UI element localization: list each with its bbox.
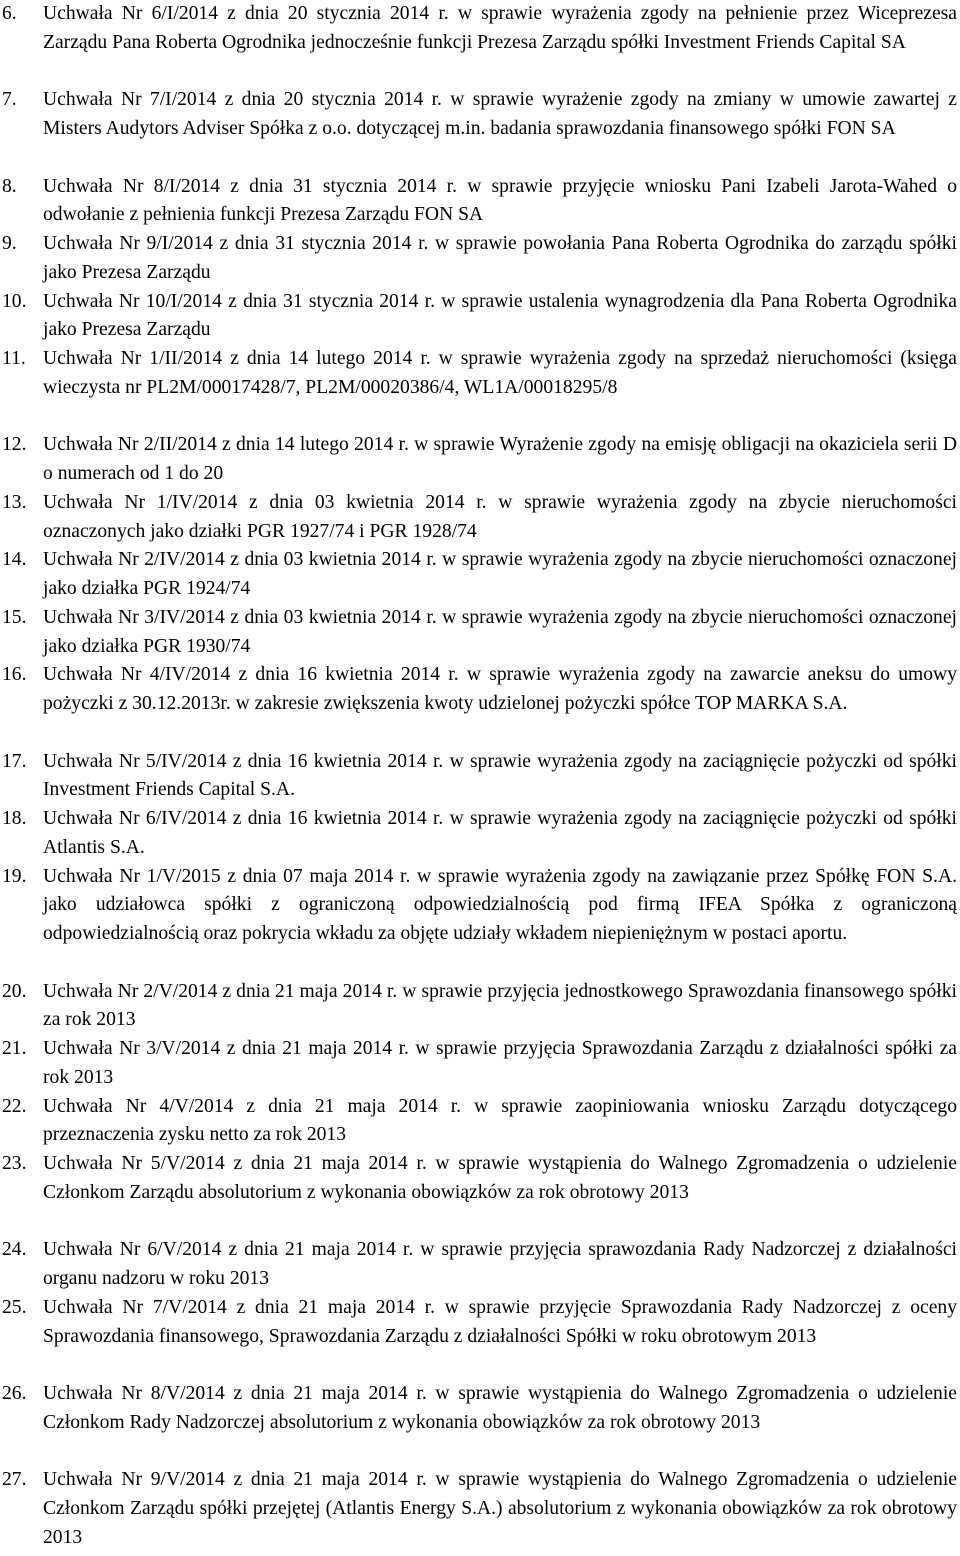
resolution-text: Uchwała Nr 6/IV/2014 z dnia 16 kwietnia 2014 r. w sprawie wyrażenia zgody na zaciągnięcie pożyczki od spółki Atlantis S.A. <box>43 808 957 858</box>
resolution-item <box>0 1035 960 1093</box>
resolution-text: Uchwała Nr 2/II/2014 z dnia 14 lutego 2014 r. w sprawie Wyrażenie zgody na emisję obligacji na okaziciela serii D o numerach od 1 do 20 <box>43 434 957 484</box>
resolution-number: 9. <box>2 233 17 254</box>
resolution-number: 7. <box>2 89 17 111</box>
resolution-item <box>0 805 960 863</box>
resolution-item <box>0 0 960 86</box>
resolution-number: 26. <box>2 1383 27 1404</box>
resolution-text: Uchwała Nr 7/V/2014 z dnia 21 maja 2014 r. w sprawie przyjęcie Sprawozdania Rady Nadzorczej z oceny Sprawozdania finansowego, Sprawozdania Zarządu z działalności Spółki w roku obrotowym 2013 <box>43 1296 957 1347</box>
resolution-text: Uchwała Nr 9/I/2014 z dnia 31 stycznia 2014 r. w sprawie powołania Pana Roberta Ogrodnika do zarządu spółki jako Prezesa Zarządu <box>43 233 957 283</box>
resolution-text: Uchwała Nr 3/IV/2014 z dnia 03 kwietnia 2014 r. w sprawie wyrażenia zgody na zbycie nieruchomości oznaczonej jako działka PGR 1930/74 <box>43 606 957 657</box>
resolution-item <box>0 489 960 547</box>
resolution-item <box>0 1236 960 1294</box>
resolution-item <box>0 604 960 662</box>
resolution-number: 11. <box>2 348 26 369</box>
resolution-text: Uchwała Nr 10/I/2014 z dnia 31 stycznia 2014 r. w sprawie ustalenia wynagrodzenia dla Pana Roberta Ogrodnika jako Prezesa Zarządu <box>43 290 957 341</box>
resolution-item <box>0 230 960 288</box>
resolution-text: Uchwała Nr 7/I/2014 z dnia 20 stycznia 2014 r. w sprawie wyrażenie zgody na zmiany w umowie zawartej z Misters Audytors Adviser Spółka z o.o. dotyczącej m.in. badania sprawozdania finansowego spółki FON SA <box>43 89 957 139</box>
resolution-item <box>0 863 960 978</box>
resolution-number: 18. <box>2 808 27 829</box>
resolution-number: 6. <box>2 3 17 24</box>
resolution-item <box>0 1294 960 1380</box>
resolution-number: 19. <box>2 865 27 887</box>
resolution-text: Uchwała Nr 1/II/2014 z dnia 14 lutego 2014 r. w sprawie wyrażenia zgody na sprzedaż nieruchomości (księga wieczysta nr PL2M/00017428/7, PL2M/00020386/4, WL1A/00018295/8 <box>43 348 957 398</box>
resolution-text: Uchwała Nr 6/I/2014 z dnia 20 stycznia 2014 r. w sprawie wyrażenia zgody na pełnienie przez Wiceprezesa Zarządu Pana Roberta Ogrodnika jednocześnie funkcji Prezesa Zarządu spółki Investment Friends Capital SA <box>43 3 957 53</box>
resolution-number: 24. <box>2 1239 27 1261</box>
resolution-item <box>0 288 960 346</box>
resolution-number: 14. <box>2 549 27 571</box>
resolution-number: 21. <box>2 1038 27 1059</box>
resolution-text: Uchwała Nr 2/IV/2014 z dnia 03 kwietnia 2014 r. w sprawie wyrażenia zgody na zbycie nieruchomości oznaczonej jako działka PGR 1924/74 <box>43 549 957 599</box>
resolution-item <box>0 978 960 1036</box>
resolution-text: Uchwała Nr 3/V/2014 z dnia 21 maja 2014 r. w sprawie przyjęcia Sprawozdania Zarządu z działalności spółki za rok 2013 <box>43 1038 957 1088</box>
resolution-number: 23. <box>2 1153 27 1174</box>
resolution-item <box>0 748 960 806</box>
resolution-number: 8. <box>2 175 17 197</box>
resolution-text: Uchwała Nr 9/V/2014 z dnia 21 maja 2014 r. w sprawie wystąpienia do Walnego Zgromadzenia o udzielenie Członkom Zarządu spółki przejętej (Atlantis Energy S.A.) absolutorium z wykonania obowiązków za rok obrotowy 2013 <box>43 1469 957 1548</box>
resolution-text: Uchwała Nr 5/IV/2014 z dnia 16 kwietnia 2014 r. w sprawie wyrażenia zgody na zaciągnięcie pożyczki od spółki Investment Friends Capital S.A. <box>43 750 957 801</box>
resolution-text: Uchwała Nr 4/IV/2014 z dnia 16 kwietnia 2014 r. w sprawie wyrażenia zgody na zawarcie aneksu do umowy pożyczki z 30.12.2013r. w zakresie zwiększenia kwoty udzielonej pożyczki spółce TOP MARKA S.A. <box>43 664 957 714</box>
resolution-text: Uchwała Nr 8/V/2014 z dnia 21 maja 2014 r. w sprawie wystąpienia do Walnego Zgromadzenia o udzielenie Członkom Rady Nadzorczej absolutorium z wykonania obowiązków za rok obrotowy 2013 <box>43 1383 957 1433</box>
resolution-item <box>0 1466 960 1552</box>
resolution-item <box>0 1150 960 1236</box>
resolution-item <box>0 1093 960 1151</box>
resolution-item <box>0 546 960 604</box>
resolution-number: 10. <box>2 290 27 312</box>
resolution-number: 17. <box>2 750 27 772</box>
resolution-item <box>0 345 960 431</box>
resolution-number: 25. <box>2 1296 27 1318</box>
resolution-text: Uchwała Nr 8/I/2014 z dnia 31 stycznia 2014 r. w sprawie przyjęcie wniosku Pani Izabeli Jarota-Wahed o odwołanie z pełnienia funkcji Prezesa Zarządu FON SA <box>43 175 957 226</box>
resolution-text: Uchwała Nr 1/V/2015 z dnia 07 maja 2014 r. w sprawie wyrażenia zgody na zawiązanie przez Spółkę FON S.A. jako udziałowca spółki z ograniczoną odpowiedzialnością pod firmą IFEA Spółka z ograniczoną odpowiedzialnością oraz pokrycia wkładu za objęte udziały wkładem niepieniężnym w postaci aportu. <box>43 865 957 944</box>
resolution-text: Uchwała Nr 5/V/2014 z dnia 21 maja 2014 r. w sprawie wystąpienia do Walnego Zgromadzenia o udzielenie Członkom Zarządu absolutorium z wykonania obowiązków za rok obrotowy 2013 <box>43 1153 957 1203</box>
resolution-number: 12. <box>2 434 27 456</box>
resolution-text: Uchwała Nr 6/V/2014 z dnia 21 maja 2014 r. w sprawie przyjęcia sprawozdania Rady Nadzorczej z działalności organu nadzoru w roku 2013 <box>43 1239 957 1289</box>
resolution-number: 15. <box>2 606 27 628</box>
resolution-text: Uchwała Nr 4/V/2014 z dnia 21 maja 2014 r. w sprawie zaopiniowania wniosku Zarządu dotyczącego przeznaczenia zysku netto za rok 2013 <box>43 1095 957 1146</box>
resolution-item <box>0 173 960 231</box>
resolution-number: 27. <box>2 1469 27 1491</box>
resolution-item <box>0 86 960 172</box>
resolution-item <box>0 661 960 747</box>
resolution-number: 20. <box>2 980 27 1002</box>
resolution-text: Uchwała Nr 2/V/2014 z dnia 21 maja 2014 r. w sprawie przyjęcia jednostkowego Sprawozdania finansowego spółki za rok 2013 <box>43 980 957 1031</box>
resolution-item <box>0 431 960 489</box>
resolution-text: Uchwała Nr 1/IV/2014 z dnia 03 kwietnia 2014 r. w sprawie wyrażenia zgody na zbycie nieruchomości oznaczonych jako działki PGR 1927/74 i PGR 1928/74 <box>43 491 957 542</box>
resolution-item <box>0 1380 960 1466</box>
resolution-number: 13. <box>2 491 27 513</box>
resolution-number: 16. <box>2 664 27 686</box>
resolution-number: 22. <box>2 1095 27 1117</box>
